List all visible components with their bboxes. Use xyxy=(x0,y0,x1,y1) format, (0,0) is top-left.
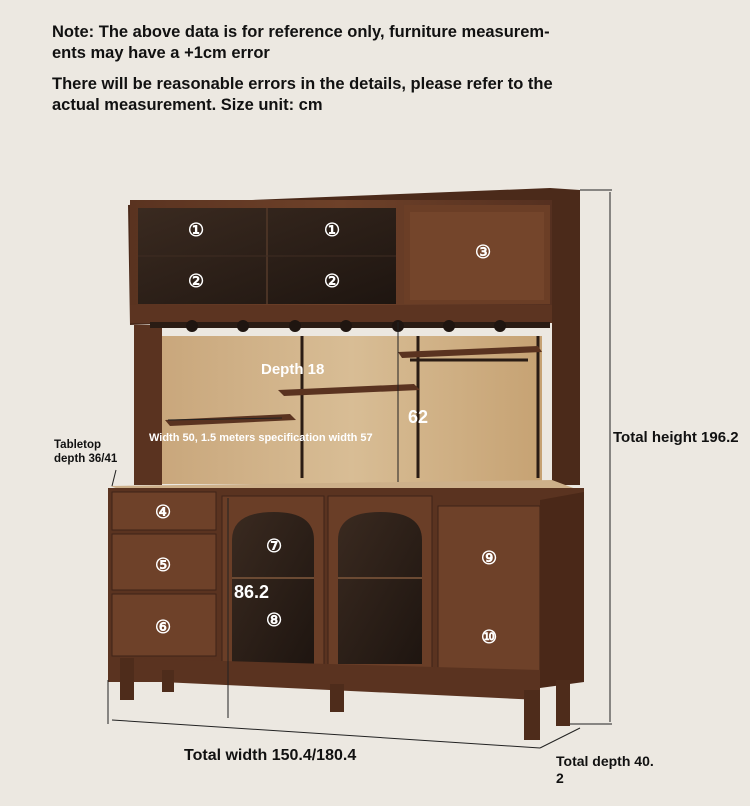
shelf-width-label: Width 50, 1.5 meters specification width 57 xyxy=(149,432,373,444)
marker-2-right: ② xyxy=(324,271,341,291)
lower-cabinet xyxy=(108,488,584,740)
total-depth-label: Total depth 40. 2 xyxy=(556,753,654,786)
marker-7: ⑦ xyxy=(266,536,283,556)
shelf-height-label: 62 xyxy=(408,407,429,427)
total-width-label: Total width 150.4/180.4 xyxy=(184,747,357,764)
total-height-label: Total height 196.2 xyxy=(613,429,739,446)
marker-5: ⑤ xyxy=(155,555,172,575)
marker-6: ⑥ xyxy=(155,617,172,637)
marker-3: ③ xyxy=(475,242,492,262)
note-reference: Note: The above data is for reference only, furniture measurem- ents may have a +1cm error xyxy=(52,23,550,62)
marker-8: ⑧ xyxy=(266,610,283,630)
backboard xyxy=(162,336,542,484)
marker-1-right: ① xyxy=(324,220,341,240)
marker-10: ⑩ xyxy=(481,627,498,647)
marker-9: ⑨ xyxy=(481,548,498,568)
note-measurement: There will be reasonable errors in the details, please refer to the actual measurement. Size unit: cm xyxy=(52,75,553,114)
tabletop-depth-label: Tabletop depth 36/41 xyxy=(54,439,118,465)
lower-height-label: 86.2 xyxy=(234,582,270,602)
left-side-panel xyxy=(134,325,162,485)
marker-4: ④ xyxy=(155,502,172,522)
marker-1-left: ① xyxy=(188,220,205,240)
shelf-depth-label: Depth 18 xyxy=(261,361,325,378)
marker-2-left: ② xyxy=(188,271,205,291)
